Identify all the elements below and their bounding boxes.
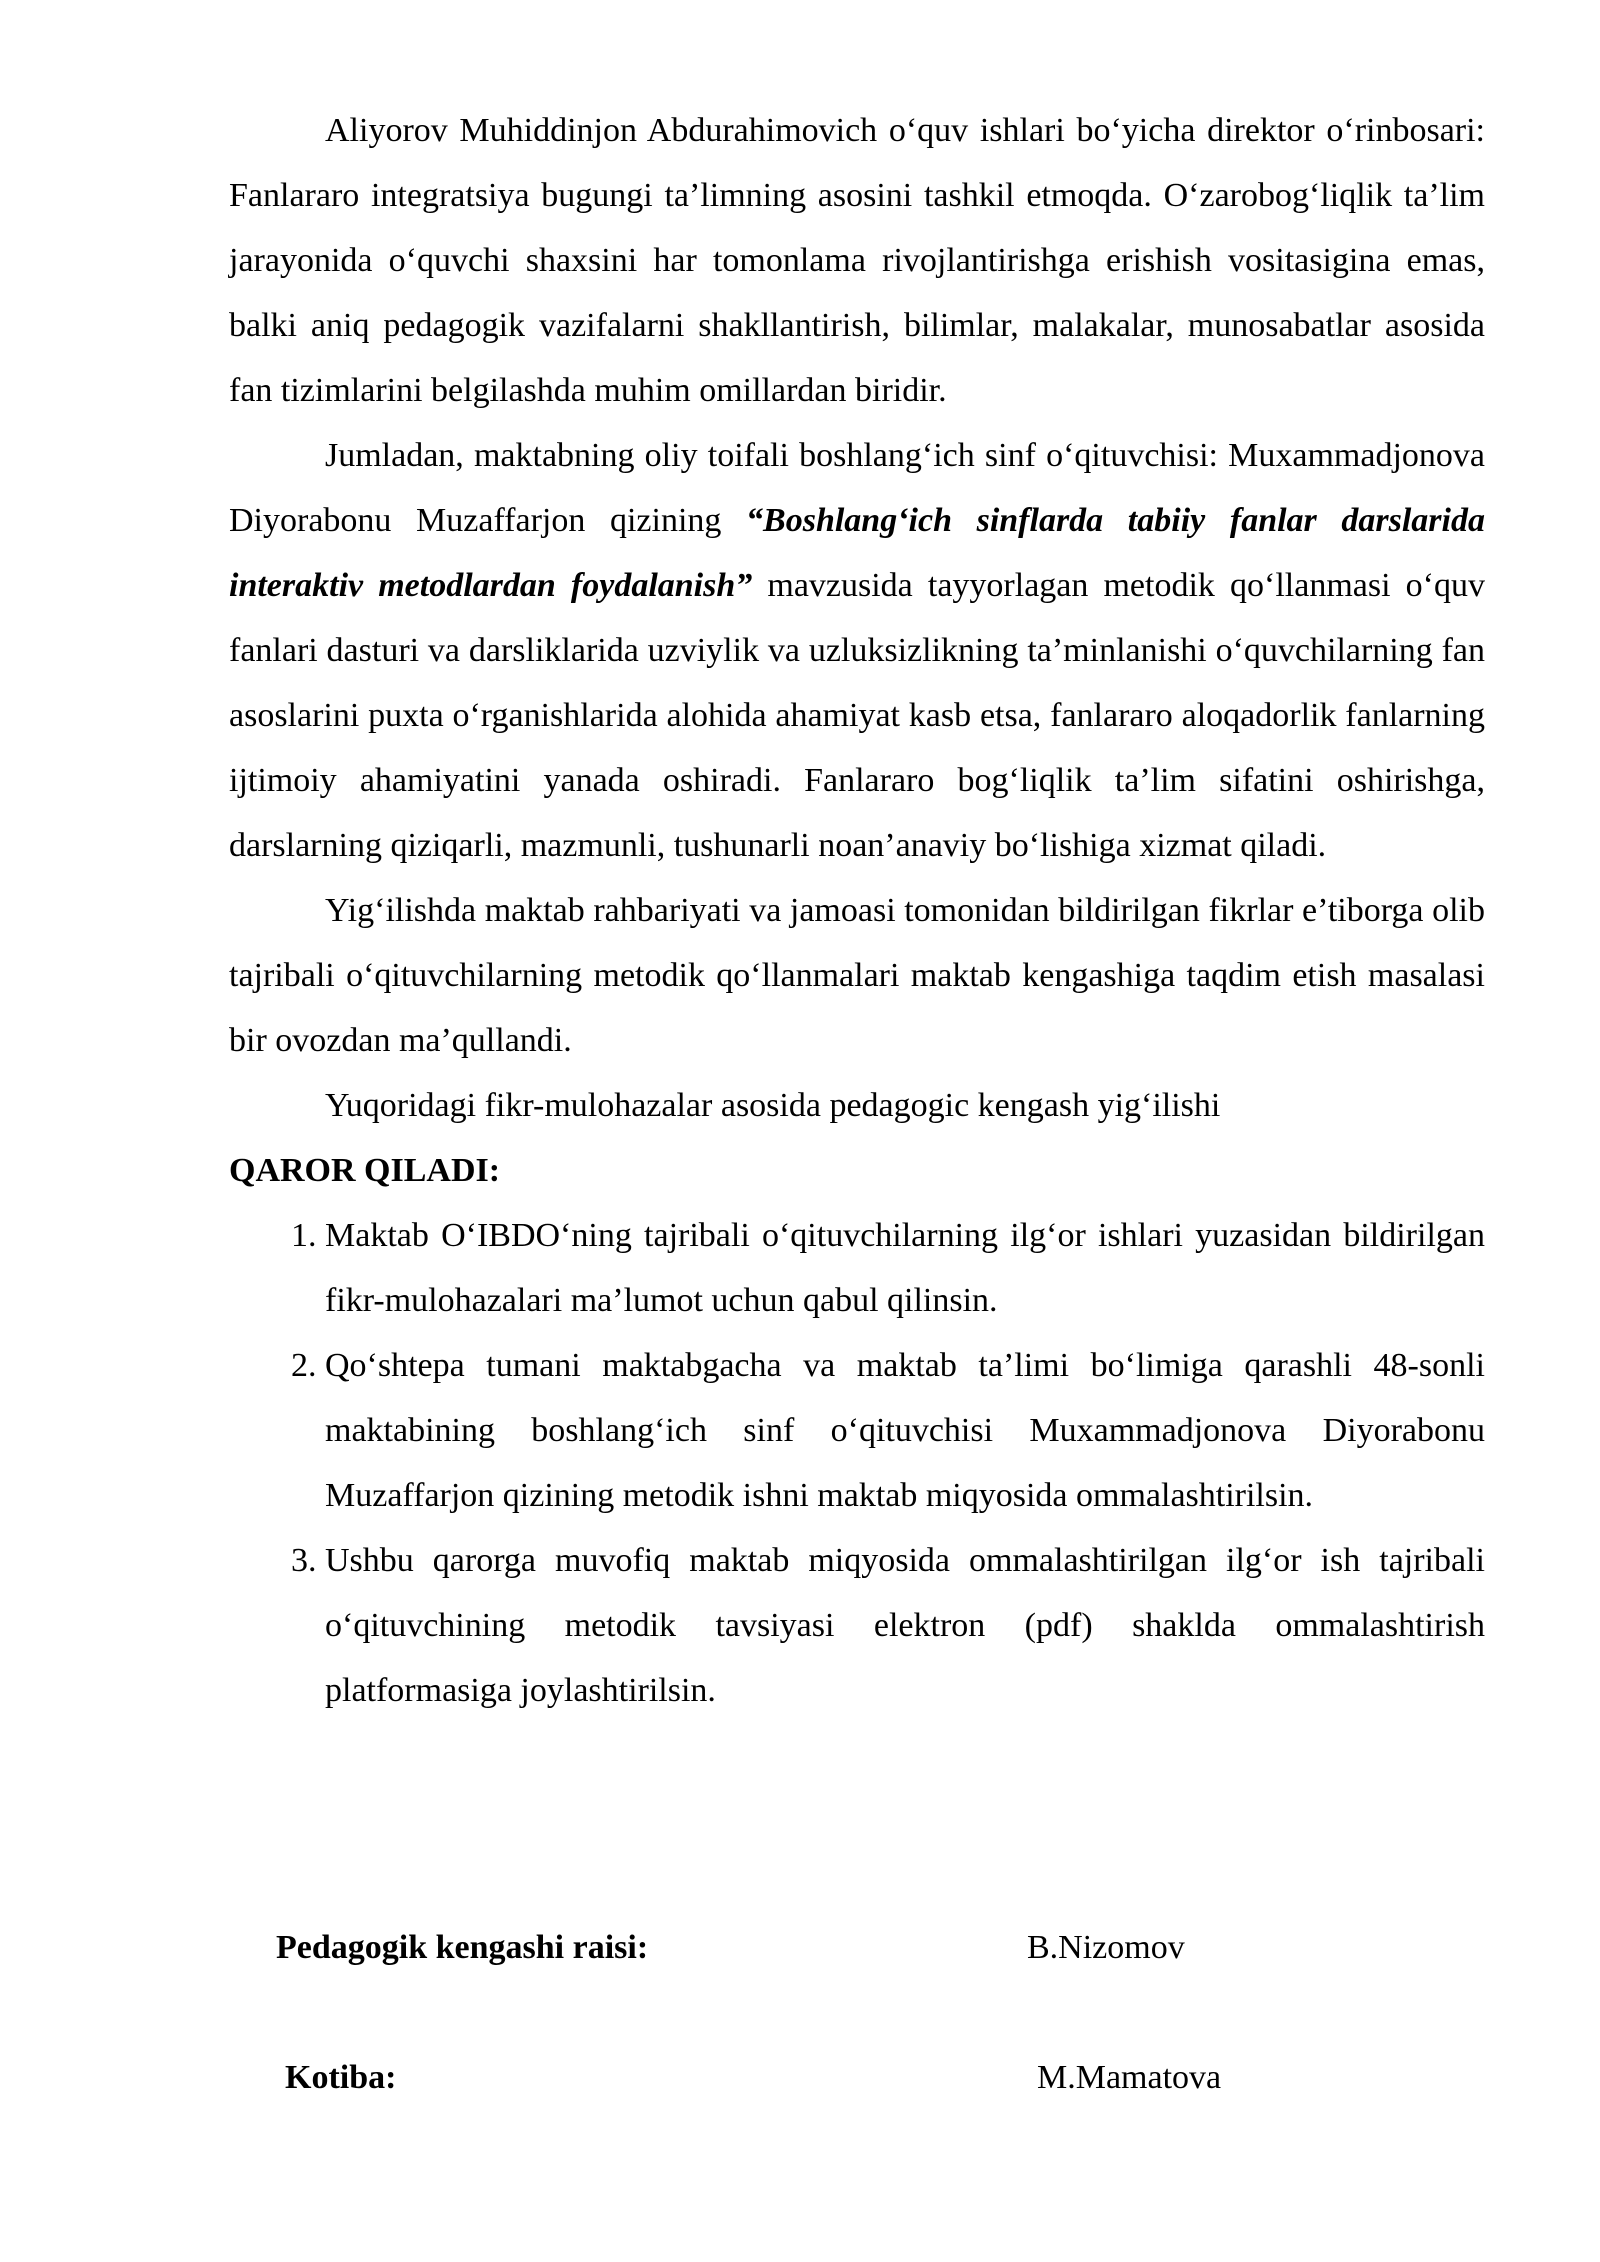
- decision-item: 1. Maktab O‘IBDO‘ning tajribali o‘qituvchilarning ilg‘or ishlari yuzasidan bildirilgan fikr-mulohazalari ma’lumot uchun qabul qilinsin.: [325, 1203, 1485, 1333]
- paragraph-methodical-guide: [229, 423, 1485, 878]
- guide-title: “Boshlang‘ich sinflarda tabiiy fanlar darslarida interaktiv metodlardan foydalanish”: [229, 502, 1485, 604]
- paragraph-text: Jumladan, maktabning oliy toifali boshlang‘ich sinf o‘qituvchisi: Muxammadjonova Diyorabonu Muzaffarjon qizining: [229, 437, 1485, 539]
- paragraph-text: mavzusida tayyorlagan metodik qo‘llanmasi o‘quv fanlari dasturi va darsliklarida uzviylik va uzluksizlikning ta’minlanishi o‘quvchilarning fan asoslarini puxta o‘rganishlarida alohida ahamiyat kasb etsa, fanlararo aloqadorlik fanlarning ijtimoiy ahamiyatini yanada oshiradi. Fanlararo bog‘liqlik ta’lim sifatini oshirishga, darslarning qiziqarli, mazmunli, tushunarli noan’anaviy bo‘lishiga xizmat qiladi.: [229, 567, 1485, 864]
- paragraph-intro: Aliyorov Muhiddinjon Abdurahimovich o‘quv ishlari bo‘yicha direktor o‘rinbosari: Fanlararo integratsiya bugungi ta’limning asosini tashkil etmoqda. O‘zarobog‘liqlik ta’lim jarayonida o‘quvchi shaxsini har tomonlama rivojlantirishga erishish vositasigina emas, balki aniq pedagogik vazifalarni shakllantirish, bilimlar, malakalar, munosabatlar asosida fan tizimlarini belgilashda muhim omillardan biridir.: [229, 112, 1485, 409]
- decision-heading: QAROR QILADI:: [229, 1152, 501, 1189]
- paragraph-meeting: Yig‘ilishda maktab rahbariyati va jamoasi tomonidan bildirilgan fikrlar e’tiborga olib tajribali o‘qituvchilarning metodik qo‘llanmalari maktab kengashiga taqdim etish masalasi bir ovozdan ma’qullandi.: [229, 892, 1485, 1059]
- decision-item: 2. Qo‘shtepa tumani maktabgacha va maktab ta’limi bo‘limiga qarashli 48-sonli maktabining boshlang‘ich sinf o‘qituvchisi Muxammadjonova Diyorabonu Muzaffarjon qizining metodik ishni maktab miqyosida ommalashtirilsin.: [325, 1333, 1485, 1528]
- secretary-label: Kotiba:: [285, 2059, 397, 2096]
- decision-item: 3. Ushbu qarorga muvofiq maktab miqyosida ommalashtirilgan ilg‘or ish tajribali o‘qituvchining metodik tavsiyasi elektron (pdf) shaklda ommalashtirish platformasiga joylashtirilsin.: [325, 1528, 1485, 1723]
- document-body: [229, 98, 1485, 1723]
- paragraph-conclusion: Yuqoridagi fikr-mulohazalar asosida pedagogic kengash yig‘ilishi: [325, 1087, 1221, 1124]
- decision-list: [229, 1203, 1485, 1723]
- chair-name: B.Nizomov: [1027, 1929, 1185, 1966]
- secretary-name: M.Mamatova: [1037, 2059, 1222, 2096]
- chair-label: Pedagogik kengashi raisi:: [276, 1929, 649, 1966]
